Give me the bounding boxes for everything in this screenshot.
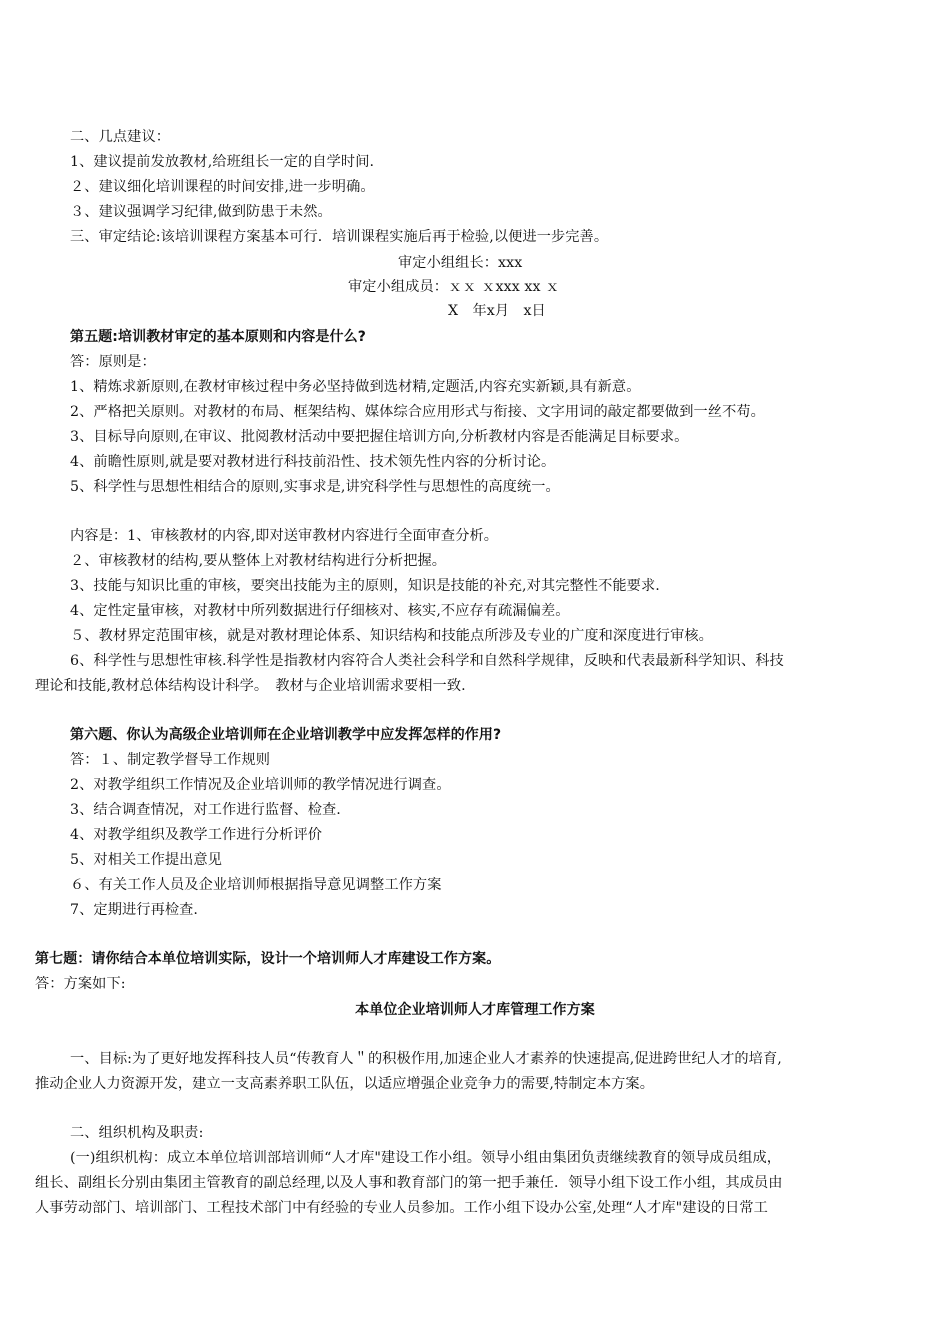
q5-content-3: 3、技能与知识比重的审核，要突出技能为主的原则，知识是技能的补充,对其完整性不能要求. [70, 578, 660, 594]
q6-item-7: 7、定期进行再检查. [70, 902, 199, 918]
suggestion-item-3: ３、建议强调学习纪律,做到防患于未然。 [70, 204, 332, 220]
plan-goal-line2: 推动企业人力资源开发，建立一支高素养职工队伍，以适应增强企业竞争力的需要,特制定本方案。 [35, 1076, 654, 1092]
q7-answer-intro: 答：方案如下: [35, 976, 126, 992]
plan-org-heading: 二、组织机构及职责: [70, 1125, 204, 1141]
q5-content-1: 内容是：1、审核教材的内容,即对送审教材内容进行全面审查分析。 [70, 528, 499, 544]
q5-title: 第五题:培训教材审定的基本原则和内容是什么? [70, 329, 366, 345]
q5-content-4: 4、定性定量审核，对教材中所列数据进行仔细核对、核实,不应存有疏漏偏差。 [70, 603, 570, 619]
plan-title: 本单位企业培训师人才库管理工作方案 [355, 1002, 595, 1018]
q6-item-1: 答：１、制定教学督导工作规则 [70, 752, 271, 768]
review-leader: 审定小组组长：xxx [398, 255, 523, 271]
review-conclusion: 三、审定结论:该培训课程方案基本可行．培训课程实施后再于检验,以便进一步完善。 [70, 229, 609, 245]
q5-principle-5: 5、科学性与思想性相结合的原则,实事求是,讲究科学性与思想性的高度统一。 [70, 479, 560, 495]
plan-org-line2: 组长、副组长分别由集团主管教育的副总经理,以及人事和教育部门的第一把手兼任．领导小组下设工作小组，其成员由 [35, 1175, 783, 1191]
q5-principle-1: 1、精炼求新原则,在教材审核过程中务必坚持做到选材精,定题活,内容充实新颖,具有新意。 [70, 379, 641, 395]
plan-org-line1: (一)组织机构：成立本单位培训部培训师“人才库"建设工作小组。领导小组由集团负责继续教育的领导成员组成， [70, 1150, 782, 1166]
q7-title: 第七题：请你结合本单位培训实际，设计一个培训师人才库建设工作方案。 [35, 951, 501, 967]
suggestions-heading: 二、几点建议： [70, 129, 171, 145]
q6-item-4: 4、对教学组织及教学工作进行分析评价 [70, 827, 323, 843]
plan-goal-line1: 一、目标:为了更好地发挥科技人员“传教育人＂的积极作用,加速企业人才素养的快速提高,促进跨世纪人才的培育, [70, 1051, 782, 1067]
q5-principle-4: 4、前瞻性原则,就是要对教材进行科技前沿性、技术领先性内容的分析讨论。 [70, 454, 556, 470]
q6-title: 第六题、你认为高级企业培训师在企业培训教学中应发挥怎样的作用? [70, 727, 502, 743]
q5-content-5: ５、教材界定范围审核，就是对教材理论体系、知识结构和技能点所涉及专业的广度和深度进行审核。 [70, 628, 713, 644]
q5-content-6-line2: 理论和技能,教材总体结构设计科学。 教材与企业培训需求要相一致. [35, 678, 466, 694]
q5-content-2: ２、审核教材的结构,要从整体上对教材结构进行分析把握。 [70, 553, 447, 569]
review-date: X 年x月 x日 [448, 303, 546, 319]
q5-principle-2: 2、严格把关原则。对教材的布局、框架结构、媒体综合应用形式与衔接、文字用词的敲定都要做到一丝不苟。 [70, 404, 765, 420]
q6-item-6: ６、有关工作人员及企业培训师根据指导意见调整工作方案 [70, 877, 442, 893]
q5-principle-3: 3、目标导向原则,在审议、批阅教材活动中要把握住培训方向,分析教材内容是否能满足目标要求。 [70, 429, 689, 445]
review-members: 审定小组成员：ｘｘ ｘxxx xx ｘ [348, 279, 560, 295]
suggestion-item-2: ２、建议细化培训课程的时间安排,进一步明确。 [70, 179, 375, 195]
plan-org-line3: 人事劳动部门、培训部门、工程技术部门中有经验的专业人员参加。工作小组下设办公室,处理“人才库"建设的日常工 [35, 1200, 768, 1216]
q6-item-3: 3、结合调查情况，对工作进行监督、检查. [70, 802, 341, 818]
suggestion-item-1: 1、建议提前发放教材,给班组长一定的自学时间. [70, 154, 375, 170]
q5-content-6-line1: 6、科学性与思想性审核.科学性是指教材内容符合人类社会科学和自然科学规律，反映和代表最新科学知识、科技 [70, 653, 784, 669]
q6-item-5: 5、对相关工作提出意见 [70, 852, 223, 868]
q6-item-2: 2、对教学组织工作情况及企业培训师的教学情况进行调查。 [70, 777, 451, 793]
q5-answer-intro: 答：原则是： [70, 354, 156, 370]
